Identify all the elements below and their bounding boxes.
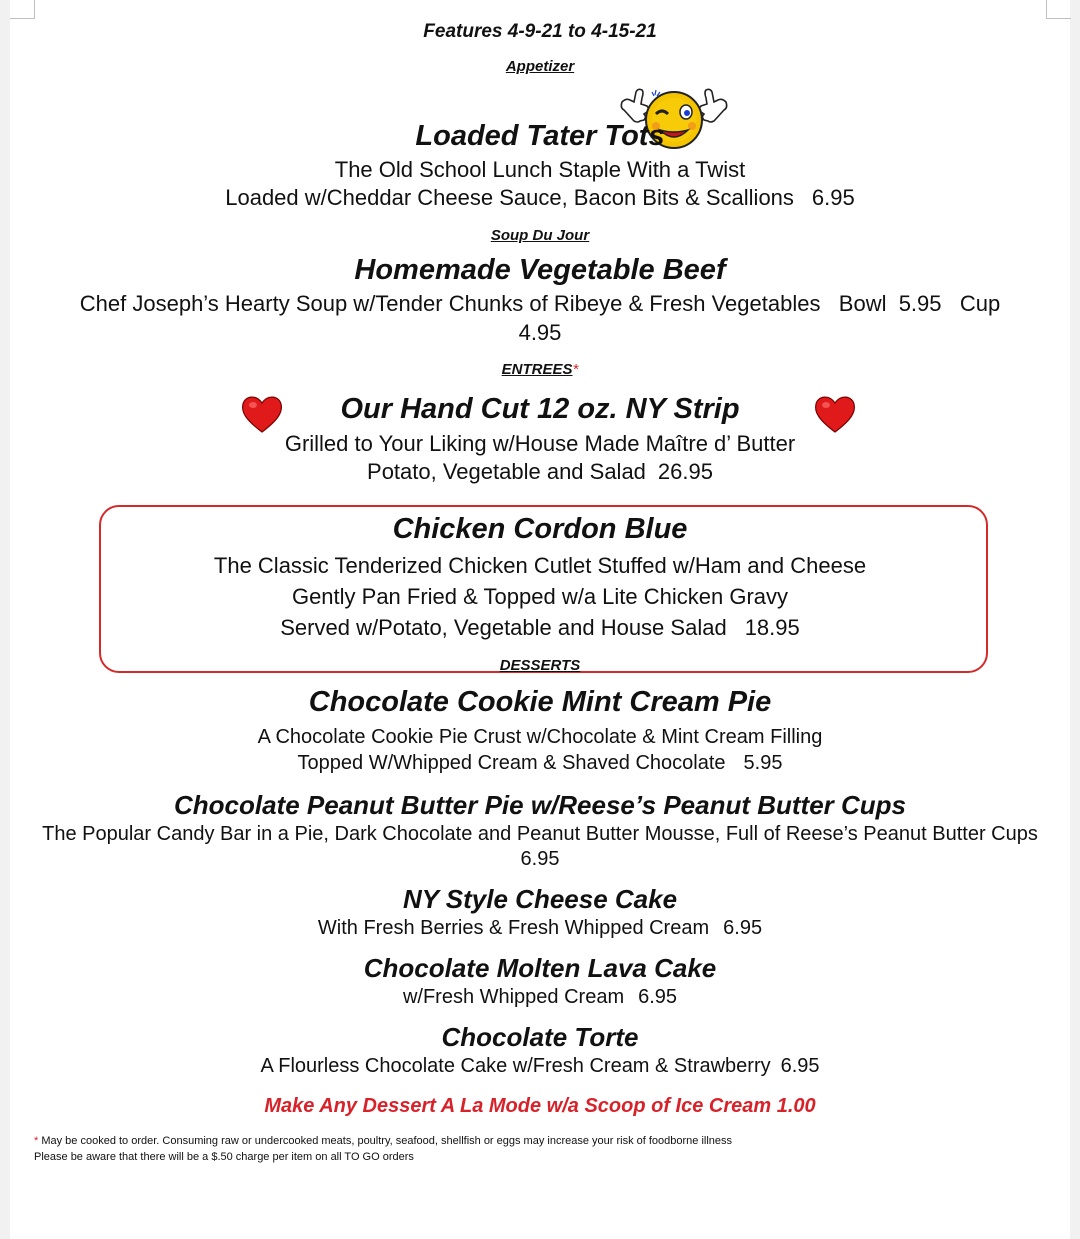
torte-description-text: A Flourless Chocolate Cake w/Fresh Cream & Strawberry [260,1055,771,1077]
features-date-header: Features 4-9-21 to 4-15-21 [423,21,657,42]
soup-price-cup: 4.95 [518,320,562,345]
torte-title: Chocolate Torte [441,1022,639,1052]
mint-pie-price: 5.95 [743,752,783,774]
cheesecake-price: 6.95 [723,917,763,939]
page-corner-mark-right [1046,0,1071,19]
a-la-mode-note: Make Any Dessert A La Mode w/a Scoop of Ice Cream 1.00 [264,1095,816,1117]
appetizer-title: Loaded Tater Tots [415,120,665,152]
cordon-description-text: Served w/Potato, Vegetable and House Salad [280,615,727,640]
strip-price: 26.95 [657,459,713,484]
torte-description [0,1055,1080,1078]
entrees-asterisk: * [572,361,579,378]
cheesecake-description-text: With Fresh Berries & Fresh Whipped Cream [317,917,710,939]
pb-pie-price: 6.95 [520,848,560,870]
strip-description-2 [0,459,1080,485]
to-go-charge-note: Please be aware that there will be a $.50 charge per item on all TO GO orders [34,1151,414,1163]
cordon-description-2: Gently Pan Fried & Topped w/a Lite Chicken Gravy [291,584,789,609]
cordon-title: Chicken Cordon Blue [392,513,688,545]
mint-pie-description-text: Topped W/Whipped Cream & Shaved Chocolate [297,752,726,774]
footnote-asterisk: * [34,1135,39,1147]
raw-food-warning-text: May be cooked to order. Consuming raw or undercooked meats, poultry, seafood, shellfish or eggs may increase your risk of foodborne illness [38,1135,733,1147]
strip-description-text: Potato, Vegetable and Salad [367,459,646,484]
lava-cake-description-text: w/Fresh Whipped Cream [402,986,625,1008]
mint-pie-title: Chocolate Cookie Mint Cream Pie [308,686,772,718]
soup-section-label: Soup Du Jour [490,227,590,244]
cordon-price: 18.95 [744,615,800,640]
appetizer-description-text: Loaded w/Cheddar Cheese Sauce, Bacon Bits & Scallions [225,185,794,210]
lava-cake-description [0,986,1080,1009]
strip-description-1: Grilled to Your Liking w/House Made Maître d’ Butter [284,431,796,456]
lava-cake-title: Chocolate Molten Lava Cake [363,953,717,983]
mint-pie-description-2 [0,752,1080,775]
lava-cake-price: 6.95 [638,986,678,1008]
desserts-section-label: DESSERTS [499,657,581,674]
cheesecake-title: NY Style Cheese Cake [402,884,678,914]
appetizer-description-2 [0,185,1080,211]
raw-food-warning [34,1135,732,1147]
torte-price: 6.95 [780,1055,820,1077]
cheesecake-description [0,917,1080,940]
appetizer-price: 6.95 [811,185,855,210]
mint-pie-description-1: A Chocolate Cookie Pie Crust w/Chocolate & Mint Cream Filling [257,726,823,748]
pb-pie-title: Chocolate Peanut Butter Pie w/Reese’s Peanut Butter Cups [173,790,907,820]
appetizer-section-label: Appetizer [505,58,575,75]
entrees-section-text: ENTREES [501,361,573,378]
appetizer-description-1: The Old School Lunch Staple With a Twist [334,157,746,182]
pb-pie-description-1: The Popular Candy Bar in a Pie, Dark Chocolate and Peanut Butter Mousse, Full of Reese’s Peanut Butter Cups [42,823,1038,845]
cordon-description-3 [0,615,1080,641]
soup-description-1: Chef Joseph’s Hearty Soup w/Tender Chunks of Ribeye & Fresh Vegetables Bowl 5.95 Cup [79,291,1001,316]
strip-title: Our Hand Cut 12 oz. NY Strip [340,393,740,425]
page-corner-mark-left [10,0,35,19]
cordon-description-1: The Classic Tenderized Chicken Cutlet Stuffed w/Ham and Cheese [213,553,867,578]
soup-title: Homemade Vegetable Beef [354,254,726,286]
entrees-section-label [0,361,1080,379]
